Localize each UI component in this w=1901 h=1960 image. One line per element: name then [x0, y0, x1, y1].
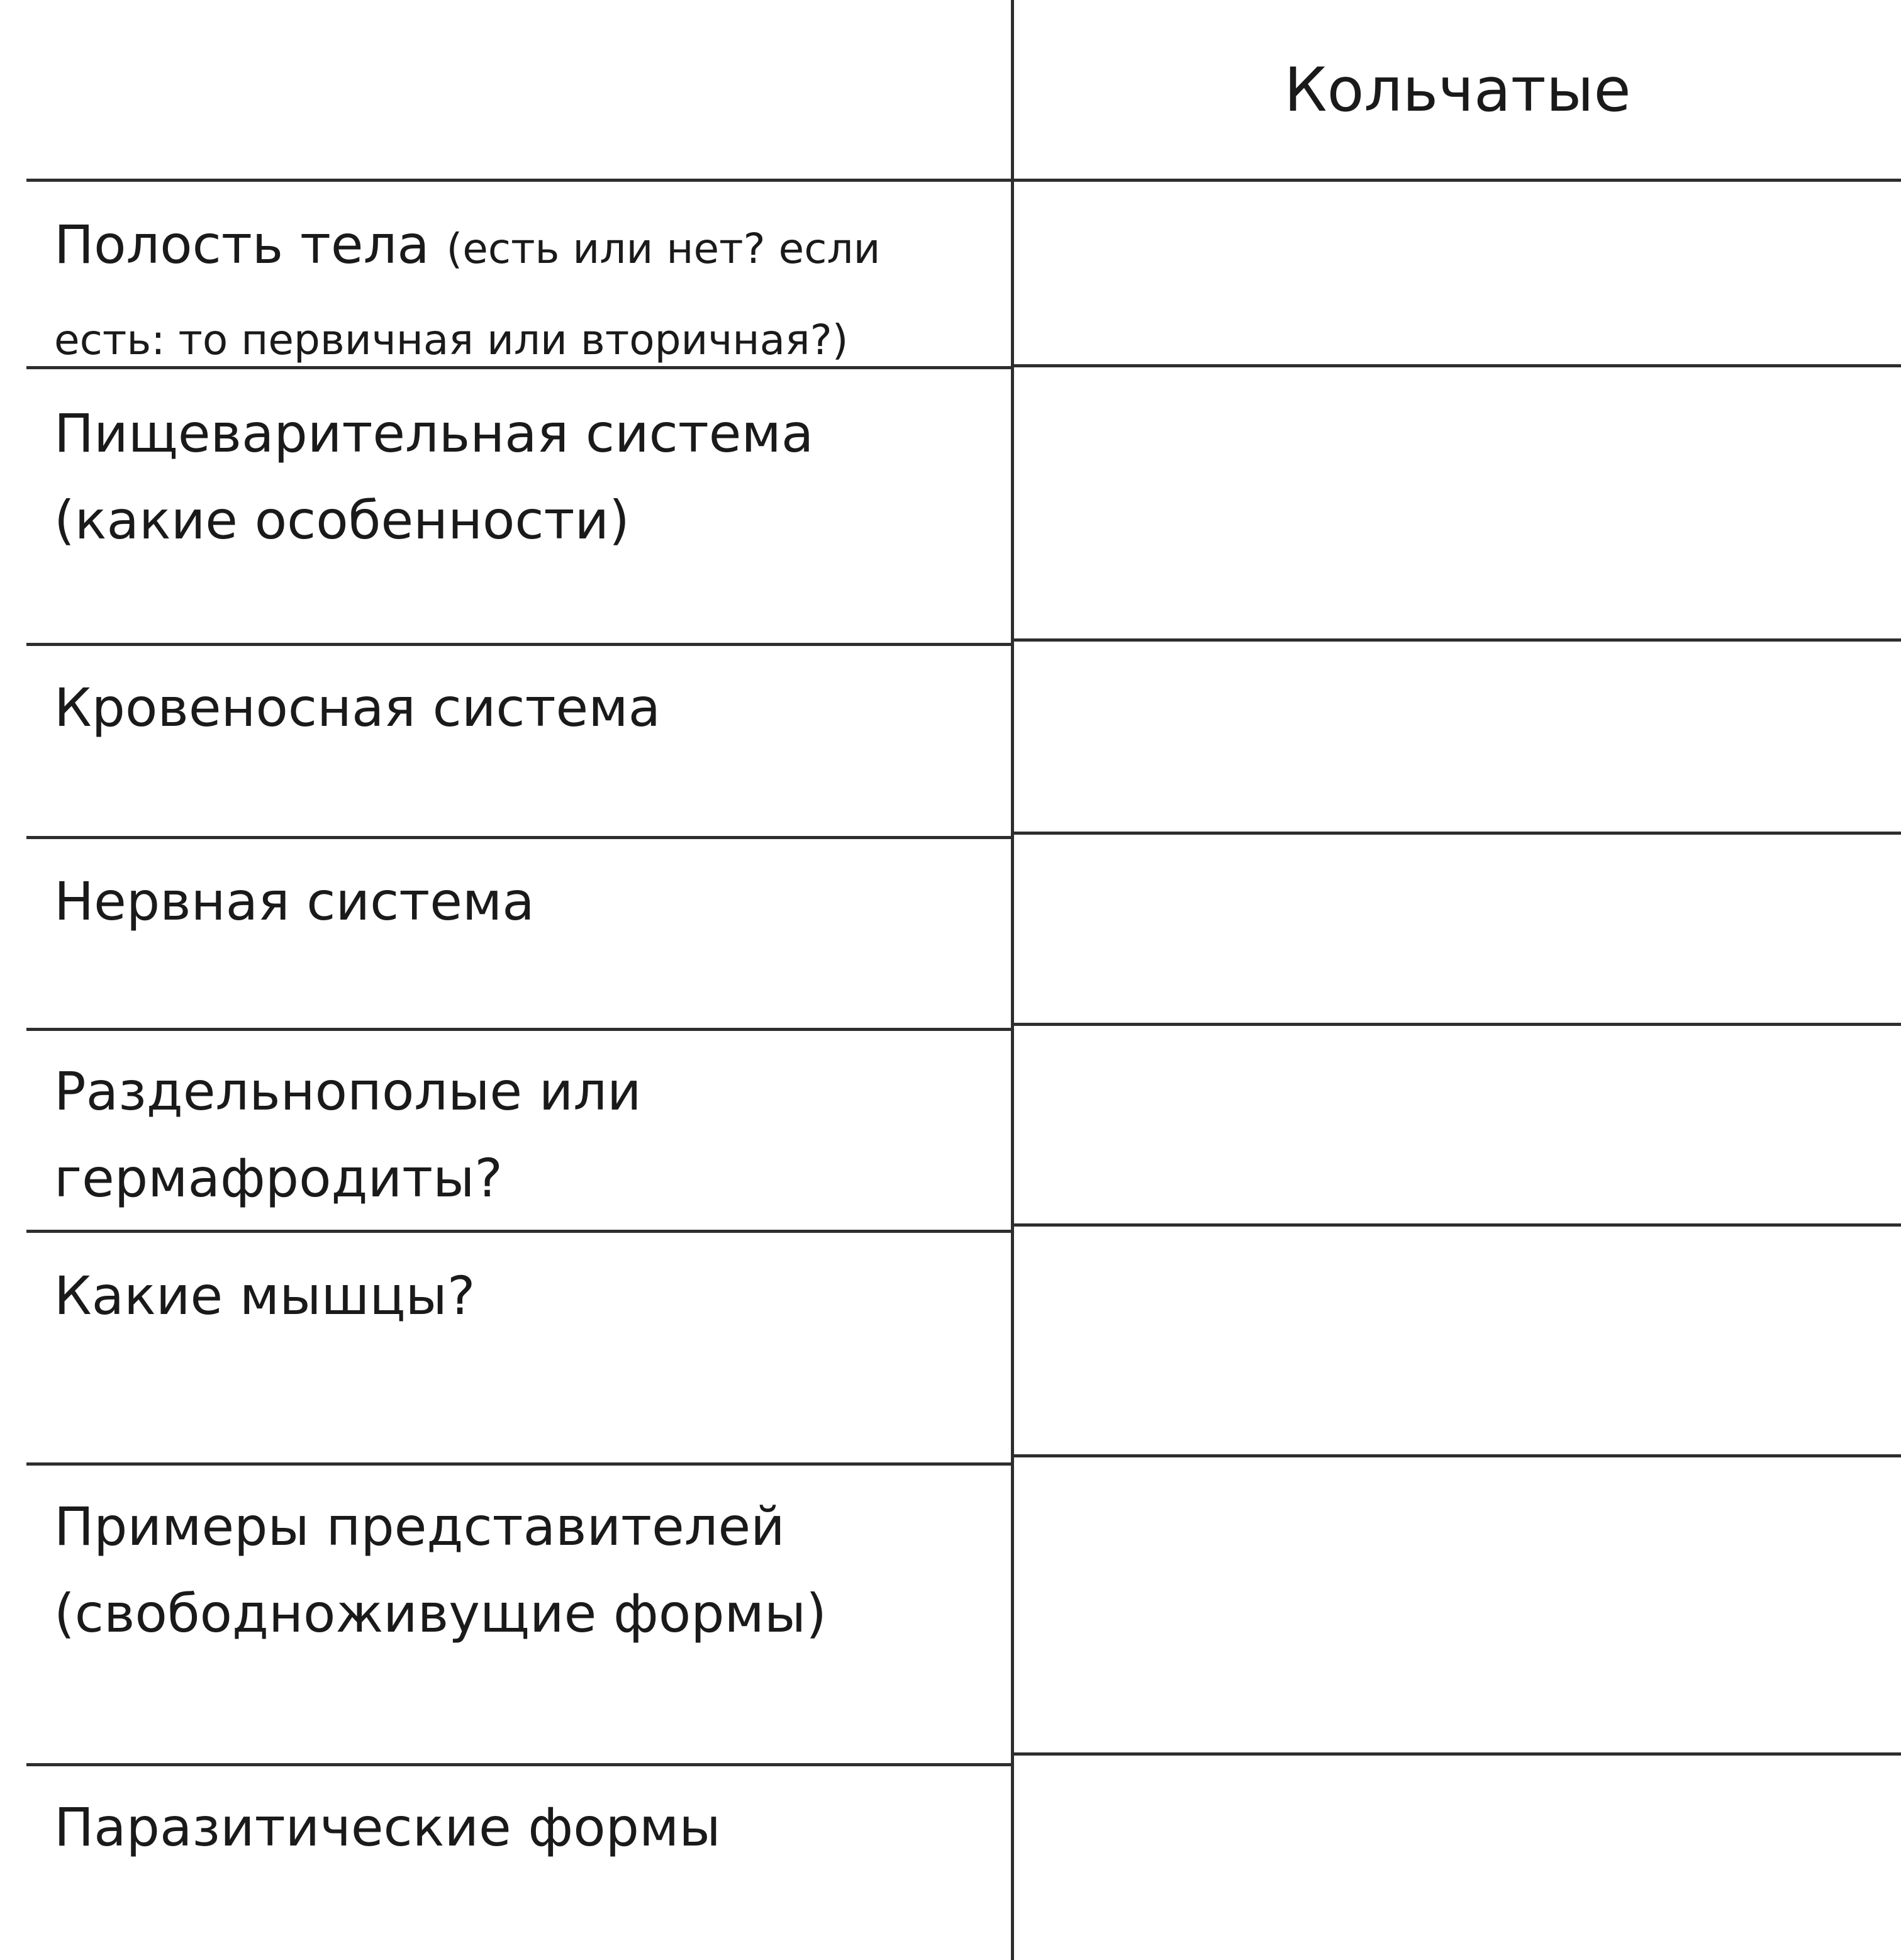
row-label-text: гермафродиты?	[54, 1147, 503, 1209]
row-label-sex	[54, 1048, 998, 1222]
row-hint-text: (есть или нет? если	[446, 225, 881, 273]
row-divider	[26, 643, 1014, 646]
column-header-cell	[1014, 0, 1901, 180]
row-divider	[26, 1763, 1014, 1766]
row-label-text: Паразитические формы	[54, 1796, 721, 1858]
answer-cell-digestive-system[interactable]	[1014, 367, 1901, 638]
answer-cell-parasitic-forms[interactable]	[1014, 1756, 1901, 1960]
row-label-muscles	[54, 1252, 998, 1339]
answer-cell-muscles[interactable]	[1014, 1227, 1901, 1454]
column-header: Кольчатые	[1284, 55, 1631, 125]
answer-cell-body-cavity[interactable]	[1014, 182, 1901, 364]
row-label-digestive-system	[54, 390, 998, 564]
row-hint-text: есть: то первичная или вторичная?)	[54, 316, 849, 364]
row-label-free-living-examples	[54, 1483, 998, 1657]
row-label-text: Раздельнополые или	[54, 1061, 642, 1122]
row-label-body-cavity	[54, 201, 998, 384]
row-label-circulatory-system	[54, 664, 998, 751]
row-label-text: (свободноживущие формы)	[54, 1583, 827, 1644]
row-label-nervous-system	[54, 858, 998, 945]
answer-cell-sex[interactable]	[1014, 1026, 1901, 1223]
row-label-parasitic-forms	[54, 1784, 998, 1871]
answer-cell-nervous-system[interactable]	[1014, 835, 1901, 1023]
row-divider	[26, 836, 1014, 839]
row-label-text: (какие особенности)	[54, 489, 630, 551]
row-divider	[26, 1230, 1014, 1233]
row-divider	[26, 1462, 1014, 1466]
row-label-text: Примеры представителей	[54, 1496, 785, 1557]
answer-cell-circulatory-system[interactable]	[1014, 642, 1901, 832]
row-label-text: Пищеварительная система	[54, 403, 814, 464]
answer-cell-free-living-examples[interactable]	[1014, 1457, 1901, 1752]
row-label-text: Полость тела	[54, 214, 430, 276]
row-divider	[26, 1028, 1014, 1031]
row-label-text: Нервная система	[54, 871, 535, 932]
row-label-text: Кровеносная система	[54, 677, 661, 738]
row-label-text: Какие мышцы?	[54, 1265, 476, 1327]
